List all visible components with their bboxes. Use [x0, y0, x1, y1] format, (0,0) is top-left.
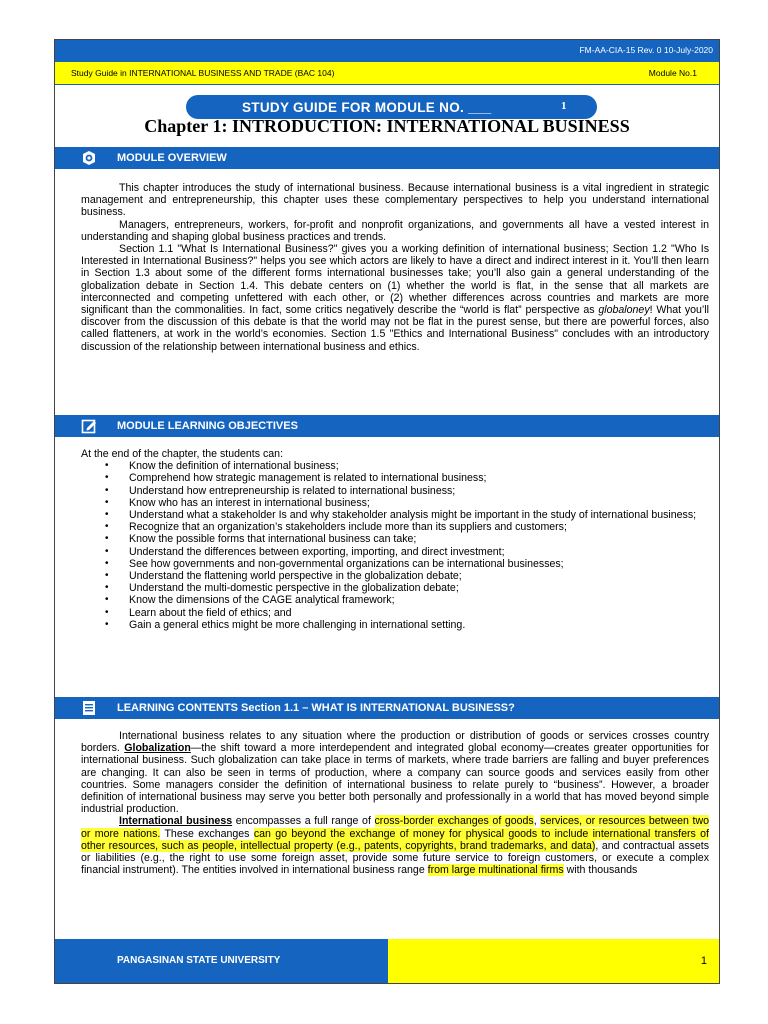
- chapter-title: Chapter 1: INTRODUCTION: INTERNATIONAL BUSINESS: [144, 116, 630, 136]
- objective-item: • Know the definition of international business;: [129, 460, 709, 472]
- objective-item: • Learn about the field of ethics; and: [129, 607, 709, 619]
- objectives-block: [81, 448, 709, 631]
- contents-text: [81, 730, 709, 876]
- contents-text-run: encompasses a full range of: [232, 815, 375, 828]
- highlighted-text: cross-border exchanges of goods: [374, 815, 534, 828]
- objective-item: • Understand the flattening world perspective in the globalization debate;: [129, 570, 709, 582]
- document-page: [54, 39, 720, 984]
- objective-item: • Understand the differences between exporting, importing, and direct investment;: [129, 546, 709, 558]
- section-title-overview: MODULE OVERVIEW: [117, 152, 227, 164]
- form-code: FM-AA-CIA-15 Rev. 0 10-July-2020: [579, 45, 713, 55]
- objective-item: • Understand how entrepreneurship is related to international business;: [129, 485, 709, 497]
- footer-university-block: [55, 939, 388, 983]
- objectives-intro: At the end of the chapter, the students can:: [81, 448, 284, 460]
- objective-item: • Know who has an interest in international business;: [129, 497, 709, 509]
- banner-number: 1: [561, 100, 567, 112]
- contents-text-run: , and contractual assets or liabilities (e.g., the right to use some foreign asset, provide some future service to foreign customers, or execute a complex financial instrument). The entities involved in international business range: [81, 839, 709, 877]
- header-bar: [55, 40, 719, 62]
- page-footer: [55, 939, 719, 983]
- contents-text-run: These exchanges: [160, 827, 254, 840]
- overview-text-run: Section 1.1 "What Is International Business?" gives you a working definition of international business; Section 1.2 "Who Is Interested in International Business?" helps you see which actors are likely to have a direct and indirect interest in it. You’ll then learn in Section 1.3 about some of the different forms international businesses take; you’ll also gain a general understanding of the globalization debate in Section 1.4. This debate centers on (1) whether the world is flat, in the sense that all markets are interconnected and competing unfettered with each other, or (2) whether differences across countries and markets are more significant than the commonalities. In fact, some critics negatively describe the “world is flat” perspective as: [81, 243, 709, 317]
- objective-item: • See how governments and non-governmental organizations can be international businesses;: [129, 558, 709, 570]
- objectives-list: [81, 460, 709, 631]
- objective-item: • Gain a general ethics might be more challenging in international setting.: [129, 619, 709, 631]
- contents-text-run: ,: [533, 815, 541, 828]
- objective-item: • Know the dimensions of the CAGE analytical framework;: [129, 594, 709, 606]
- overview-text: [81, 182, 709, 353]
- overview-paragraph: [81, 243, 709, 353]
- contents-text-run: International business relates to any situation where the production or distribution of goods or services crosses country borders.: [81, 730, 709, 755]
- emphasis-term: globaloney: [598, 304, 650, 317]
- course-title: Study Guide in INTERNATIONAL BUSINESS AND TRADE (BAC 104): [71, 68, 335, 78]
- objective-item: • Comprehend how strategic management is related to international business;: [129, 472, 709, 484]
- objective-item: • Understand the multi-domestic perspective in the globalization debate;: [129, 582, 709, 594]
- objective-item: • Recognize that an organization’s stakeholders include more than its suppliers and customers;: [129, 521, 709, 533]
- key-term: Globalization: [124, 742, 191, 755]
- highlighted-text: services, or resources between two or more nations.: [81, 815, 710, 840]
- contents-text-run: with thousands: [563, 864, 638, 877]
- objective-item: • Understand what a stakeholder Is and why stakeholder analysis might be important in the study of international business;: [129, 509, 709, 521]
- contents-paragraph: [81, 730, 709, 815]
- section-title-objectives: MODULE LEARNING OBJECTIVES: [117, 420, 298, 432]
- objective-item: • Know the possible forms that international business can take;: [129, 533, 709, 545]
- overview-icon: [81, 150, 97, 166]
- module-number: Module No.1: [648, 68, 697, 78]
- footer-page-block: [388, 939, 719, 983]
- university-name: PANGASINAN STATE UNIVERSITY: [117, 955, 281, 966]
- key-term: International business: [119, 815, 233, 828]
- banner-title: STUDY GUIDE FOR MODULE NO. ___: [242, 100, 492, 115]
- overview-text-run: ! What you’ll discover from the discussion of this debate is that the world may not be flat in the purest sense, but there are powerful forces, also called flatteners, at work in the world’s economies. Section 1.5 "Ethics and International Business" concludes with an introductory discussion of the relationship between international business and ethics.: [81, 304, 709, 353]
- document-icon: [81, 700, 97, 716]
- section-header-objectives: [55, 415, 719, 437]
- contents-text-run: —the shift toward a more interdependent and integrated global economy—creates greater opportunities for international business. Such globalization can take place in terms of markets, where trade barriers are falling and buyer preferences are changing. It can also be seen in terms of production, where a company can source goods and services easily from other countries. Some managers consider the definition of international business to relate purely to “business”. However, a broader definition of international business may serve you better both personally and professionally in a world that has moved beyond simple industrial production.: [81, 742, 709, 816]
- edit-icon: [81, 418, 97, 434]
- overview-paragraph: Managers, entrepreneurs, workers, for-profit and nonprofit organizations, and governments all have a vested interest in understanding and shaping global business practices and trends.: [81, 218, 709, 243]
- section-title-contents: LEARNING CONTENTS Section 1.1 – WHAT IS INTERNATIONAL BUSINESS?: [117, 702, 515, 714]
- section-header-overview: [55, 147, 719, 169]
- overview-paragraph: This chapter introduces the study of international business. Because international business is a vital ingredient in strategic management and entrepreneurship, this chapter uses these complementary perspectives to help you understand international business.: [81, 182, 709, 219]
- contents-paragraph: [81, 815, 709, 876]
- highlighted-text: from large multinational firms: [427, 864, 564, 877]
- course-bar: [55, 62, 719, 85]
- page-number: 1: [700, 955, 707, 967]
- section-header-contents: [55, 697, 719, 719]
- highlighted-text: can go beyond the exchange of money for physical goods to include international transfers of other resources, such as people, intellectual property (e.g., patents, copyrights, brand trademarks, and data): [81, 827, 709, 852]
